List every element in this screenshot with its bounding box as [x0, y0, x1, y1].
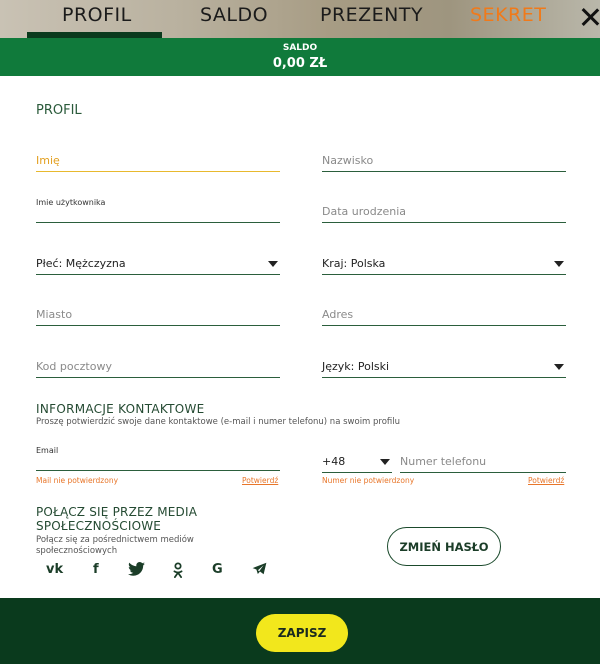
- tab-saldo[interactable]: SALDO: [200, 4, 269, 26]
- contact-section-subtitle: Proszę potwierdzić swoje dane kontaktowe (e-mail i numer telefonu) na swoim profilu: [36, 417, 401, 427]
- google-icon[interactable]: G: [212, 562, 223, 577]
- email-label: Email: [36, 446, 59, 455]
- postcode-placeholder: Kod pocztowy: [36, 360, 112, 373]
- country-value: Kraj: Polska: [322, 257, 386, 270]
- email-field[interactable]: [36, 446, 280, 471]
- language-select[interactable]: [322, 356, 566, 378]
- tab-sekret[interactable]: SEKRET: [470, 4, 547, 26]
- chevron-down-icon: [268, 261, 278, 267]
- phone-field[interactable]: [400, 451, 566, 473]
- profile-section-title: PROFIL: [36, 103, 82, 118]
- phone-prefix-value: +48: [322, 455, 346, 468]
- username-label: Imie użytkownika: [36, 198, 106, 207]
- email-status: Mail nie potwierdzony: [36, 476, 119, 485]
- social-section-title: POŁĄCZ SIĘ PRZEZ MEDIA SPOŁECZNOŚCIOWE: [36, 505, 198, 533]
- contact-section-title: INFORMACJE KONTAKTOWE: [36, 402, 205, 416]
- top-tab-bar: [0, 0, 600, 38]
- city-field[interactable]: [36, 304, 280, 326]
- phone-placeholder: Numer telefonu: [400, 455, 487, 468]
- close-icon[interactable]: [580, 4, 600, 28]
- city-placeholder: Miasto: [36, 308, 73, 321]
- gender-value: Płeć: Mężczyzna: [36, 257, 126, 270]
- tab-prezenty[interactable]: PREZENTY: [320, 4, 424, 26]
- birthdate-field[interactable]: [322, 201, 566, 223]
- postcode-field[interactable]: [36, 356, 280, 378]
- chevron-down-icon: [554, 364, 564, 370]
- username-field[interactable]: [36, 198, 280, 223]
- chevron-down-icon: [380, 459, 390, 465]
- change-password-button[interactable]: ZMIEŃ HASŁO: [387, 527, 501, 566]
- balance-label: SALDO: [282, 43, 318, 53]
- address-placeholder: Adres: [322, 308, 354, 321]
- facebook-icon[interactable]: f: [93, 562, 99, 577]
- social-section-subtitle: Połącz się za pośrednictwem mediów społecznościowych: [36, 535, 194, 556]
- footer-bar: [0, 598, 600, 664]
- odnoklassniki-icon[interactable]: [172, 562, 184, 582]
- tab-profil[interactable]: PROFIL: [62, 4, 132, 26]
- birthdate-placeholder: Data urodzenia: [322, 205, 407, 218]
- first-name-field[interactable]: [36, 150, 280, 172]
- balance-value: 0,00 ZŁ: [272, 56, 328, 71]
- phone-prefix-select[interactable]: [322, 451, 392, 473]
- first-name-placeholder: Imię: [36, 154, 60, 167]
- last-name-placeholder: Nazwisko: [322, 154, 374, 167]
- save-button[interactable]: ZAPISZ: [256, 614, 348, 652]
- chevron-down-icon: [554, 261, 564, 267]
- address-field[interactable]: [322, 304, 566, 326]
- last-name-field[interactable]: [322, 150, 566, 172]
- twitter-icon[interactable]: [128, 562, 145, 580]
- phone-confirm-link[interactable]: Potwierdź: [528, 476, 565, 485]
- country-select[interactable]: [322, 253, 566, 275]
- language-value: Język: Polski: [322, 360, 390, 373]
- email-confirm-link[interactable]: Potwierdź: [242, 476, 279, 485]
- balance-bar: [0, 38, 600, 76]
- vk-icon[interactable]: vk: [46, 562, 64, 577]
- telegram-icon[interactable]: [252, 562, 267, 580]
- gender-select[interactable]: [36, 253, 280, 275]
- phone-status: Numer nie potwierdzony: [322, 476, 415, 485]
